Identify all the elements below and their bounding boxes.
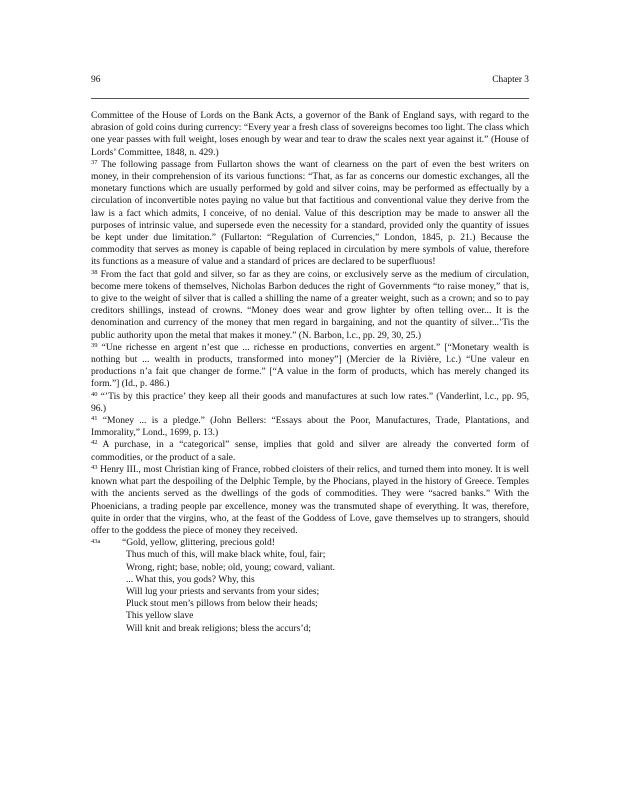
footnote-text: A purchase, in a “categorical” sense, implies that gold and silver are already the converted form of commodities, or the product of a sale. [91,439,529,463]
footnote-number: 43 [91,463,98,471]
footnote-41 [91,415,529,439]
footnote-number: 39 [91,341,98,349]
footnotes-body [91,110,529,635]
poem-line: Thus much of this, will make black white, foul, fair; [126,549,326,561]
footnote-43 [91,464,529,537]
footnote-43a-poem [91,537,529,635]
page-number: 96 [91,75,101,85]
footnote-text: “Une richesse en argent n’est que ... richesse en productions, converties en argent.” [“Monetary wealth is nothing but ... wealth in products, transformed into money”] (Mercier de la Rivière, l.c.) “Une valeur en productions n’a fait que changer de forme.” [“A value in the form of products, which has merely changed its form.”] (Id., p. 486.) [91,341,529,390]
footnote-text: The following passage from Fullarton shows the want of clearness on the part of even the best writers on money, in their comprehension of its various functions: “That, as far as concerns our domestic exchanges, all the monetary functions which are usually performed by gold and silver coins, may be performed as effectually by a circulation of inconvertible notes paying no value but that factitious and conventional value they derive from the law is a fact which admits, I conceive, of no denial. Value of this description may be made to answer all the purposes of intrinsic value, and supersede even the necessity for a standard, provided only the quantity of issues be kept under due limitation.” (Fullarton: “Regulation of Currencies,” London, 1845, p. 21.) Because the commodity that serves as money is capable of being replaced in circulation by mere symbols of value, therefore its functions as a measure of value and a standard of prices are declared to be superfluous! [91,158,529,268]
footnote-number: 41 [91,415,98,423]
continued-footnote: Committee of the House of Lords on the Bank Acts, a governor of the Bank of England says, with regard to the abrasion of gold coins during currency: “Every year a fresh class of sovereigns becomes too light. The class which one year passes with full weight, loses enough by wear and tear to draw the scales next year against it.” (House of Lords’ Committee, 1848, n. 429.) [91,110,529,158]
poem-line: “Gold, yellow, glittering, precious gold! [122,537,275,549]
chapter-title: Chapter 3 [492,75,529,85]
footnote-42 [91,439,529,463]
footnote-number: 40 [91,390,98,398]
footnote-number: 43a [91,538,101,546]
footnote-39 [91,342,529,391]
footnote-number: 37 [91,158,98,166]
poem-line: Wrong, right; base, noble; old, young; coward, valiant. [126,561,336,573]
footnote-text: “Money ... is a pledge.” (John Bellers: “Essays about the Poor, Manufactures, Trade, Plantations, and Immorality,” Lond., 1699, p. 13.) [91,415,529,439]
footnote-number: 38 [91,268,98,276]
footnote-40 [91,391,529,415]
poem-line: Will knit and break religions; bless the accurs’d; [126,622,311,634]
footnote-38 [91,269,529,342]
poem-line: This yellow slave [126,610,194,622]
footnote-text: “’Tis by this practice’ they keep all their goods and manufactures at such low rates.” (Vanderlint, l.c., pp. 95, 96.) [91,390,529,414]
footnote-text: From the fact that gold and silver, so far as they are coins, or exclusively serve as the medium of circulation, become mere tokens of themselves, Nicholas Barbon deduces the right of Governments “to raise money,” that is, to give to the weight of silver that is called a shilling the name of a greater weight, such as a crown; and so to pay creditors shillings, instead of crowns. “Money does wear and grow lighter by often telling over... It is the denomination and currency of the money that men regard in bargaining, and not the quantity of silver...’Tis the public authority upon the metal that makes it money.” (N. Barbon, l.c., pp. 29, 30, 25.) [91,268,529,341]
running-header [91,74,529,86]
footnote-text: Henry III., most Christian king of France, robbed cloisters of their relics, and turned them into money. It is well known what part the despoiling of the Delphic Temple, by the Phocians, played in the history of Greece. Temples with the ancients served as the dwellings of the gods of commodities. They were “sacred banks.” With the Phoenicians, a trading people par excellence, money was the transmuted shape of everything. It was, therefore, quite in order that the virgins, who, at the feast of the Goddess of Love, gave themselves up to strangers, should offer to the goddess the piece of money they received. [91,463,529,536]
poem-line: Pluck stout men’s pillows from below their heads; [126,598,318,610]
header-rule [91,98,529,99]
footnote-37 [91,159,529,269]
poem-line: ... What this, you gods? Why, this [126,573,255,585]
footnote-number: 42 [91,439,98,447]
poem-line: Will lug your priests and servants from your sides; [126,585,320,597]
